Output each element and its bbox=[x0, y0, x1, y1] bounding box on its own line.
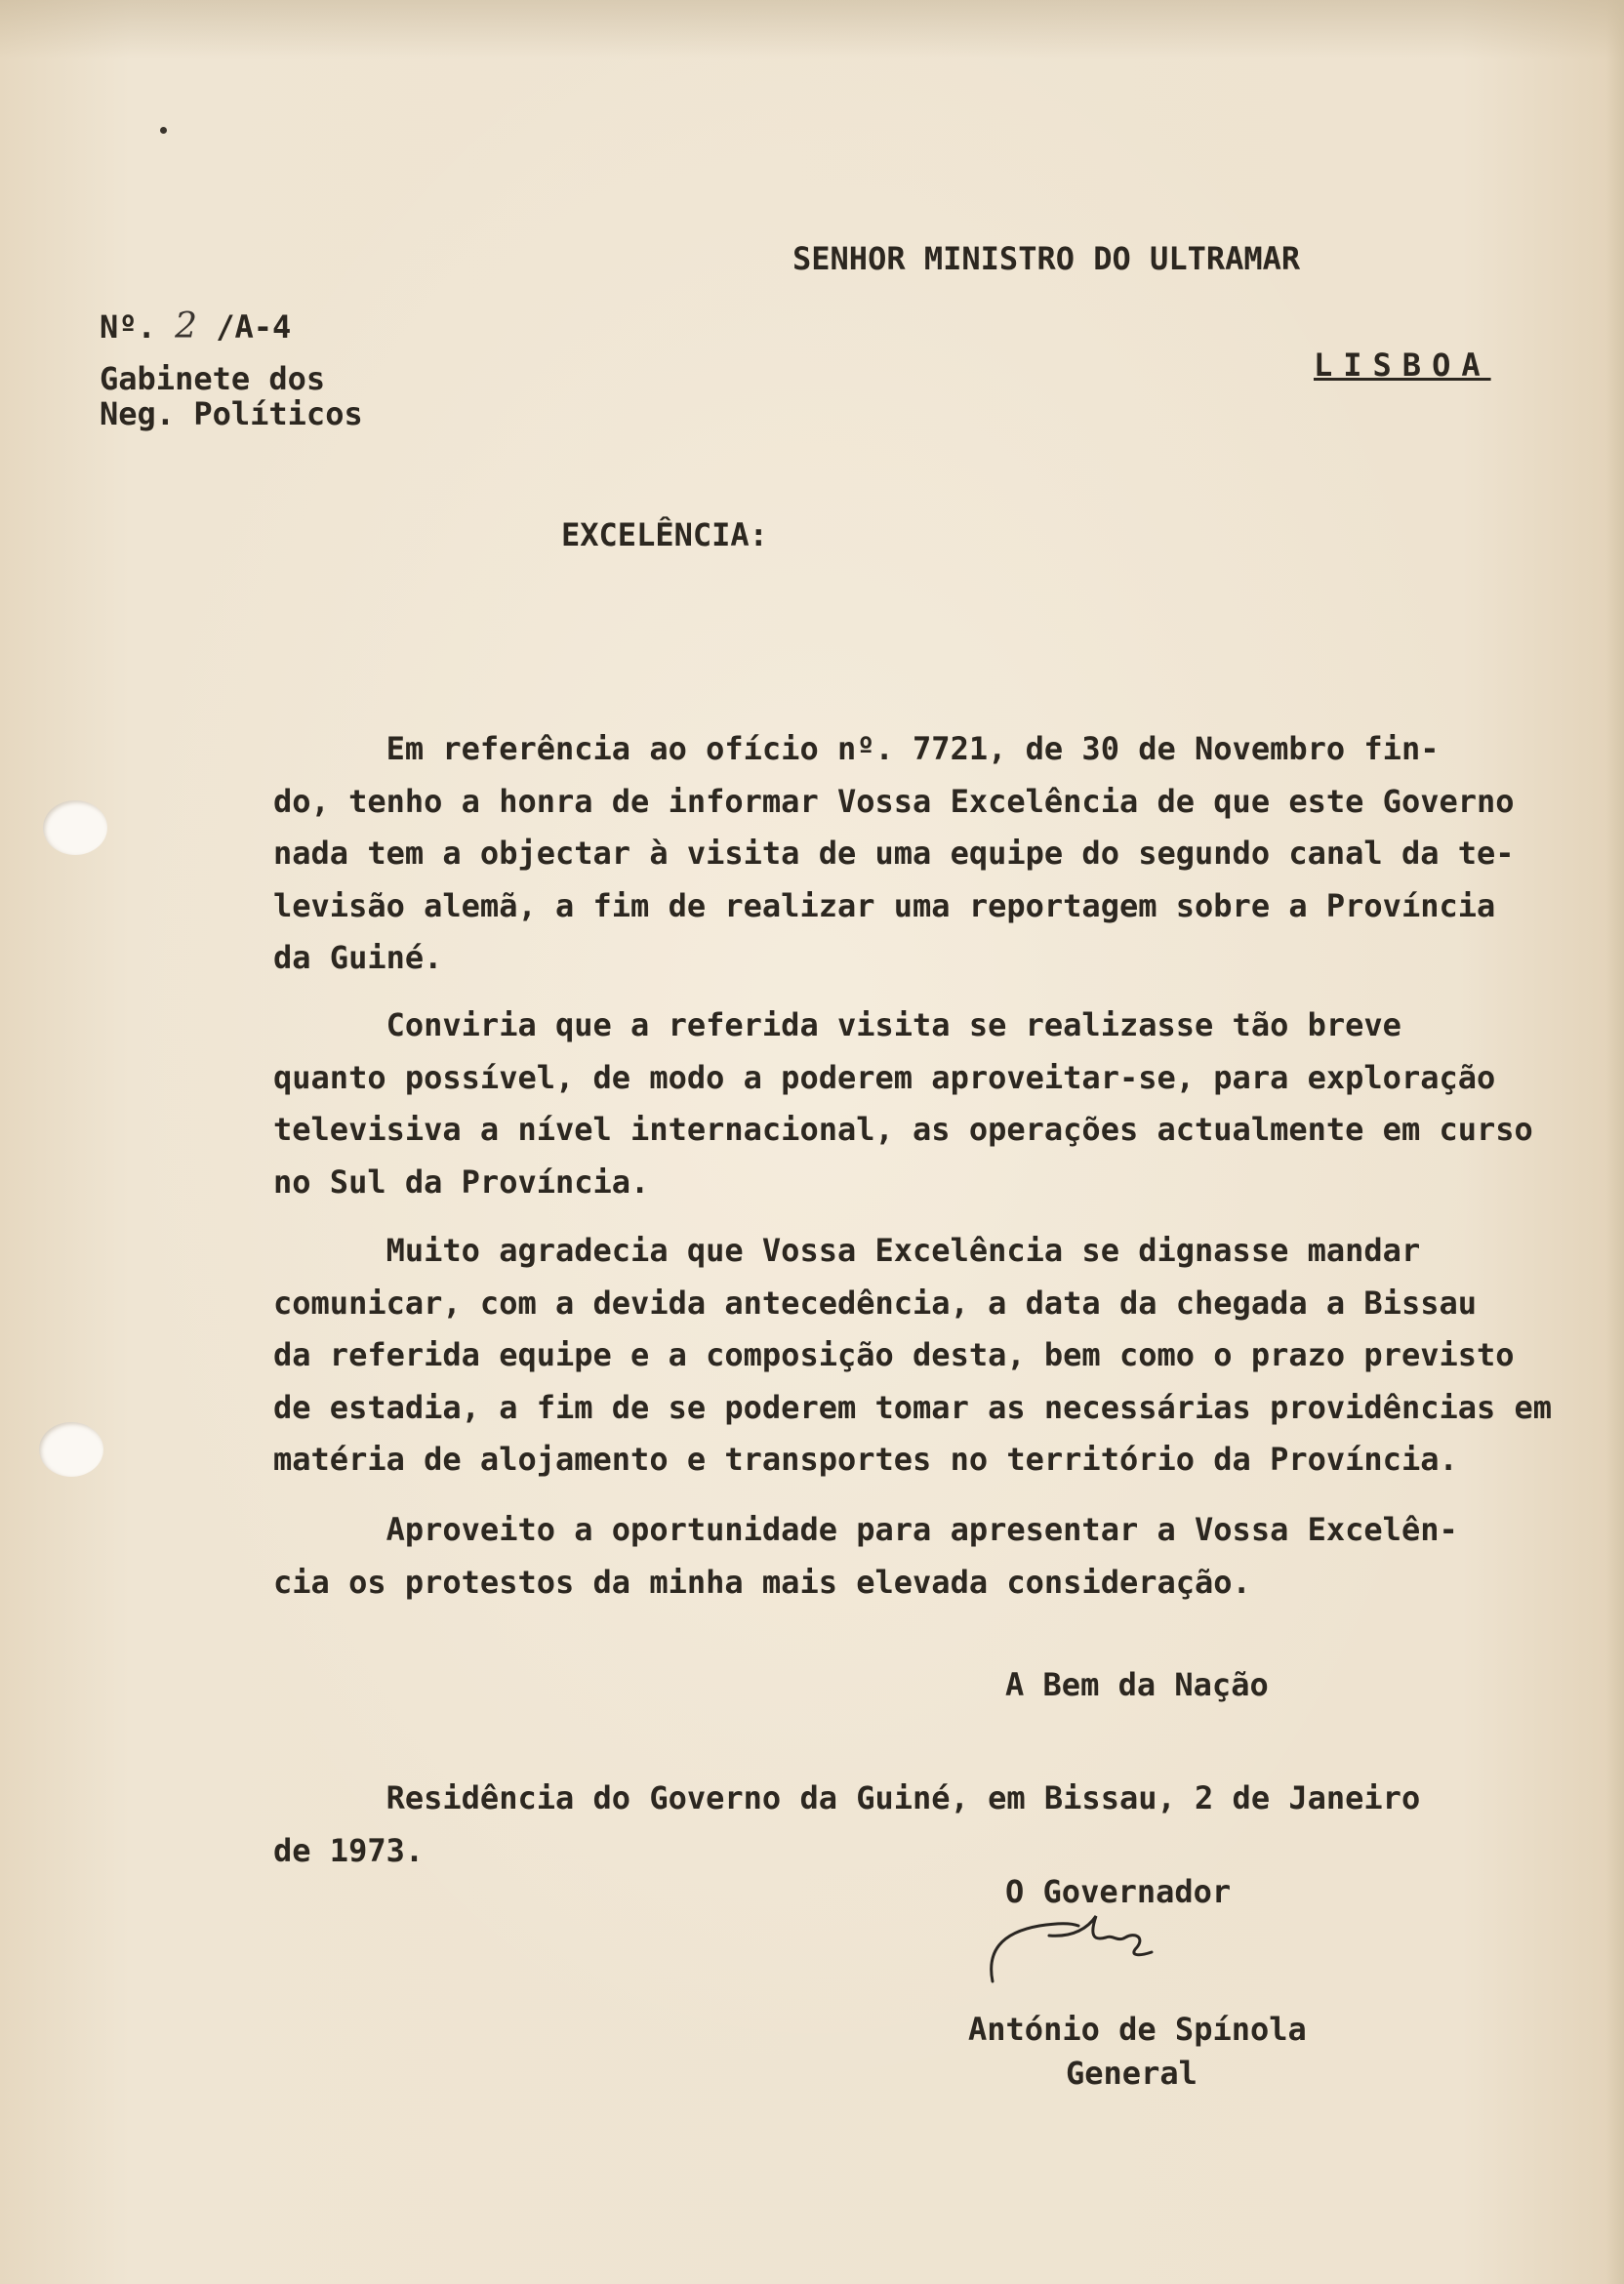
paragraph-line: matéria de alojamento e transportes no território da Província. bbox=[273, 1441, 1458, 1478]
paragraph-2 bbox=[273, 999, 1532, 1208]
salutation: EXCELÊNCIA: bbox=[561, 516, 768, 553]
paragraph-line: Muito agradecia que Vossa Excelência se dignasse mandar bbox=[273, 1232, 1421, 1269]
department-line-1: Gabinete dos bbox=[100, 360, 326, 397]
city-underlined: LISBOA bbox=[1314, 347, 1491, 384]
ink-speck bbox=[160, 127, 167, 134]
handwritten-signature bbox=[981, 1908, 1205, 1996]
punch-hole-lower bbox=[39, 1422, 103, 1477]
paragraph-line: Aproveito a oportunidade para apresentar a Vossa Excelên- bbox=[273, 1511, 1458, 1548]
paper-top-shading bbox=[0, 0, 1624, 59]
paragraph-line: quanto possível, de modo a poderem aproveitar-se, para exploração bbox=[273, 1058, 1496, 1096]
ref-suffix: /A-4 bbox=[196, 308, 292, 346]
paper-right-shading bbox=[1606, 0, 1624, 2284]
closing-phrase: A Bem da Nação bbox=[1005, 1666, 1269, 1703]
reference-number bbox=[100, 306, 292, 347]
signatory-rank: General bbox=[1066, 2055, 1198, 2092]
paragraph-line: comunicar, com a devida antecedência, a data da chegada a Bissau bbox=[273, 1284, 1477, 1322]
paragraph-line: televisiva a nível internacional, as operações actualmente em curso bbox=[273, 1111, 1533, 1148]
department-line-2: Neg. Políticos bbox=[100, 395, 363, 432]
ref-handwritten-number: 2 bbox=[175, 306, 197, 347]
signatory-name: António de Spínola bbox=[968, 2011, 1307, 2048]
paragraph-1 bbox=[273, 723, 1532, 985]
paragraph-line: da referida equipe e a composição desta, bem como o prazo previsto bbox=[273, 1336, 1515, 1373]
paragraph-line: nada tem a objectar à visita de uma equipe do segundo canal da te- bbox=[273, 835, 1515, 872]
paragraph-line: Em referência ao ofício nº. 7721, de 30 de Novembro fin- bbox=[273, 730, 1440, 767]
signatory-role: O Governador bbox=[1005, 1873, 1232, 1910]
place-and-date bbox=[273, 1772, 1420, 1877]
ref-prefix: Nº. bbox=[100, 308, 176, 346]
paragraph-4 bbox=[273, 1504, 1532, 1609]
place-date-line-2: de 1973. bbox=[273, 1832, 425, 1869]
paragraph-3 bbox=[273, 1225, 1553, 1487]
place-date-line-1: Residência do Governo da Guiné, em Bissau, 2 de Janeiro bbox=[273, 1779, 1421, 1816]
paragraph-line: levisão alemã, a fim de realizar uma reportagem sobre a Província bbox=[273, 886, 1496, 924]
addressee-line: SENHOR MINISTRO DO ULTRAMAR bbox=[792, 240, 1301, 277]
paragraph-line: no Sul da Província. bbox=[273, 1162, 650, 1201]
paragraph-line: cia os protestos da minha mais elevada consideração. bbox=[273, 1563, 1251, 1601]
paragraph-line: da Guiné. bbox=[273, 939, 443, 976]
paragraph-line: Conviria que a referida visita se realizasse tão breve bbox=[273, 1006, 1401, 1043]
punch-hole-upper bbox=[43, 800, 107, 855]
department-block bbox=[100, 361, 363, 431]
paragraph-line: do, tenho a honra de informar Vossa Excelência de que este Governo bbox=[273, 782, 1515, 820]
paragraph-line: de estadia, a fim de se poderem tomar as necessárias providências em bbox=[273, 1388, 1553, 1426]
